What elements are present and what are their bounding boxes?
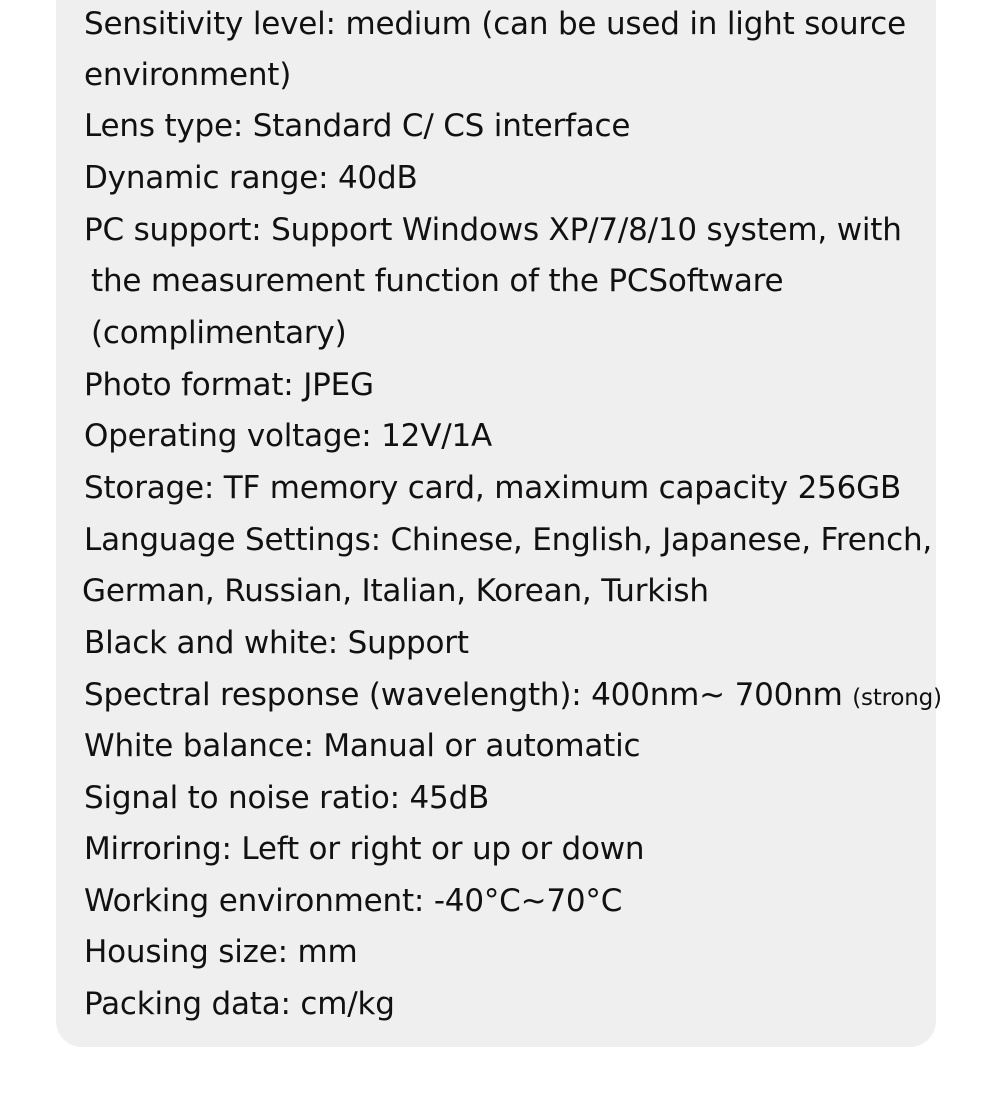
spec-language-settings-cont: German, Russian, Italian, Korean, Turkish bbox=[82, 573, 709, 609]
spec-language-settings: Language Settings: Chinese, English, Japanese, French, bbox=[84, 522, 933, 558]
spec-working-environment: Working environment: -40°C~70°C bbox=[84, 883, 623, 919]
spec-sensitivity-level-cont: environment) bbox=[84, 57, 292, 93]
spec-mirroring: Mirroring: Left or right or up or down bbox=[84, 831, 645, 867]
spec-storage: Storage: TF memory card, maximum capacity 256GB bbox=[84, 470, 902, 506]
spec-white-balance: White balance: Manual or automatic bbox=[84, 728, 641, 764]
spec-photo-format: Photo format: JPEG bbox=[84, 367, 374, 403]
spec-black-and-white: Black and white: Support bbox=[84, 625, 469, 661]
spec-housing-size: Housing size: mm bbox=[84, 934, 358, 970]
spec-spectral-response bbox=[84, 673, 942, 720]
spec-pc-support-cont-2: (complimentary) bbox=[91, 315, 347, 351]
spec-operating-voltage: Operating voltage: 12V/1A bbox=[84, 418, 492, 454]
spec-spectral-response-note: (strong) bbox=[852, 685, 942, 711]
spec-spectral-response-main: Spectral response (wavelength): 400nm~ 700nm bbox=[84, 677, 843, 713]
spec-pc-support-cont-1: the measurement function of the PCSoftware bbox=[91, 263, 784, 299]
spec-lens-type: Lens type: Standard C/ CS interface bbox=[84, 108, 631, 144]
spec-sensitivity-level: Sensitivity level: medium (can be used in light source bbox=[84, 6, 906, 42]
spec-signal-to-noise: Signal to noise ratio: 45dB bbox=[84, 780, 490, 816]
spec-pc-support: PC support: Support Windows XP/7/8/10 system, with bbox=[84, 212, 902, 248]
spec-packing-data: Packing data: cm/kg bbox=[84, 986, 395, 1022]
spec-dynamic-range: Dynamic range: 40dB bbox=[84, 160, 418, 196]
